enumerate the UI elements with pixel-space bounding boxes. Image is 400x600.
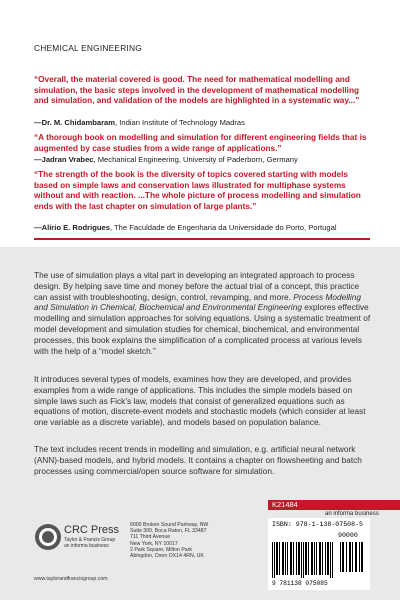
informa-tagline: an informa business [325,511,379,517]
address-line: Suite 300, Boca Raton, FL 33487 [130,528,207,535]
price-code: 90000 [338,532,358,539]
red-divider [34,238,370,240]
reviewer-affiliation-3: , The Faculdade de Engenharia da Universidade do Porto, Portugal [109,223,337,232]
review-quote-2: “A thorough book on modelling and simulation for different engineering fields that is augmented by case studies from a wide range of applications.” [34,133,367,153]
publisher-group: Taylor & Francis Group [64,537,116,543]
review-quote-3: “The strength of the book is the diversity of topics covered starting with models based on simple laws and conservation laws illustrated for multiphase systems without and with reaction. ...The whole picture of process modelling and simulation ends with the last chapter on simulation of large plants.” [34,170,361,211]
address-line: 6000 Broken Sound Parkway, NW [130,522,209,528]
review-attribution-2 [34,155,374,165]
barcode-icon [272,542,334,578]
publisher-address [130,522,208,559]
publisher-informa: an informa business [64,543,109,549]
reviewer-affiliation-1: , Indian Institute of Technology Madras [115,118,245,127]
review-attribution-1 [34,118,374,128]
description-paragraph-2: It introduces several types of models, examines how they are developed, and provides examples from a wide range of applications. This includes the simple models based on simple laws such as Fick’s law, models that consist of generalized equations such as equations of motion, discrete-event models and stochastic models (which consider at least one variable as a discrete variable), and models based on population balance. [34,374,366,428]
book-title: Process Modelling and Simulation in Chemical, Biochemical and Environmental Engineering [34,291,361,313]
reviewer-name-3: —Alírio E. Rodrigues [34,223,110,232]
review-attribution-3 [34,223,374,233]
address-line: New York, NY 10017 [130,540,178,547]
reviewer-name-1: —Dr. M. Chidambaram [34,118,116,127]
reviewer-name-2: —Jadran Vrabec [34,155,94,164]
category-label: CHEMICAL ENGINEERING [34,43,142,53]
catalog-number: K21484 [272,500,298,509]
barcode-box [268,518,370,590]
barcode-digits: 9 781138 075085 [272,580,328,587]
isbn-text: ISBN: 978-1-138-07508-5 [272,521,364,528]
reviewer-affiliation-2: , Mechanical Engineering, University of Paderborn, Germany [93,155,298,164]
publisher-subtitle [64,537,115,549]
price-barcode-icon [340,542,364,572]
reviews-panel [0,0,400,247]
publisher-name: CRC Press [64,524,120,536]
address-line: 2 Park Square, Milton Park [130,546,192,553]
publisher-website[interactable]: www.taylorandfrancisgroup.com [34,576,108,582]
crc-press-logo-icon [34,523,62,551]
address-line: Abingdon, Oxon OX14 4RN, UK [130,553,204,560]
description-paragraph-1: The use of simulation plays a vital part in developing an integrated approach to process design. By helping save time and money before the actual trial of a concept, this practice can assist with troubleshooting, design, control, revamping, and more. Process Modelling and Simulation in Chemical, Biochemical and Environmental Engineering explores effective modelling and simulation approaches for solving equations. Using a systematic treatment of model development and simulation studies for chemical, biochemical, and environmental processes, this book explains the simplification of a complicated process at various levels with the help of a “model sketch.” [34,270,371,356]
review-quote-1: “Overall, the material covered is good. The need for mathematical modelling and simulation, the basic steps involved in the development of mathematical modelling and simulation, and validation of the models are highlighted in a systematic way...” [34,75,360,105]
description-paragraph-3: The text includes recent trends in modelling and simulation, e.g. artificial neural network (ANN)-based models, and hybrid models. It contains a chapter on flowsheeting and batch processes using commercial/open source software for simulation. [34,444,362,476]
catalog-strip [268,500,400,510]
address-line: 711 Third Avenue [130,534,171,541]
